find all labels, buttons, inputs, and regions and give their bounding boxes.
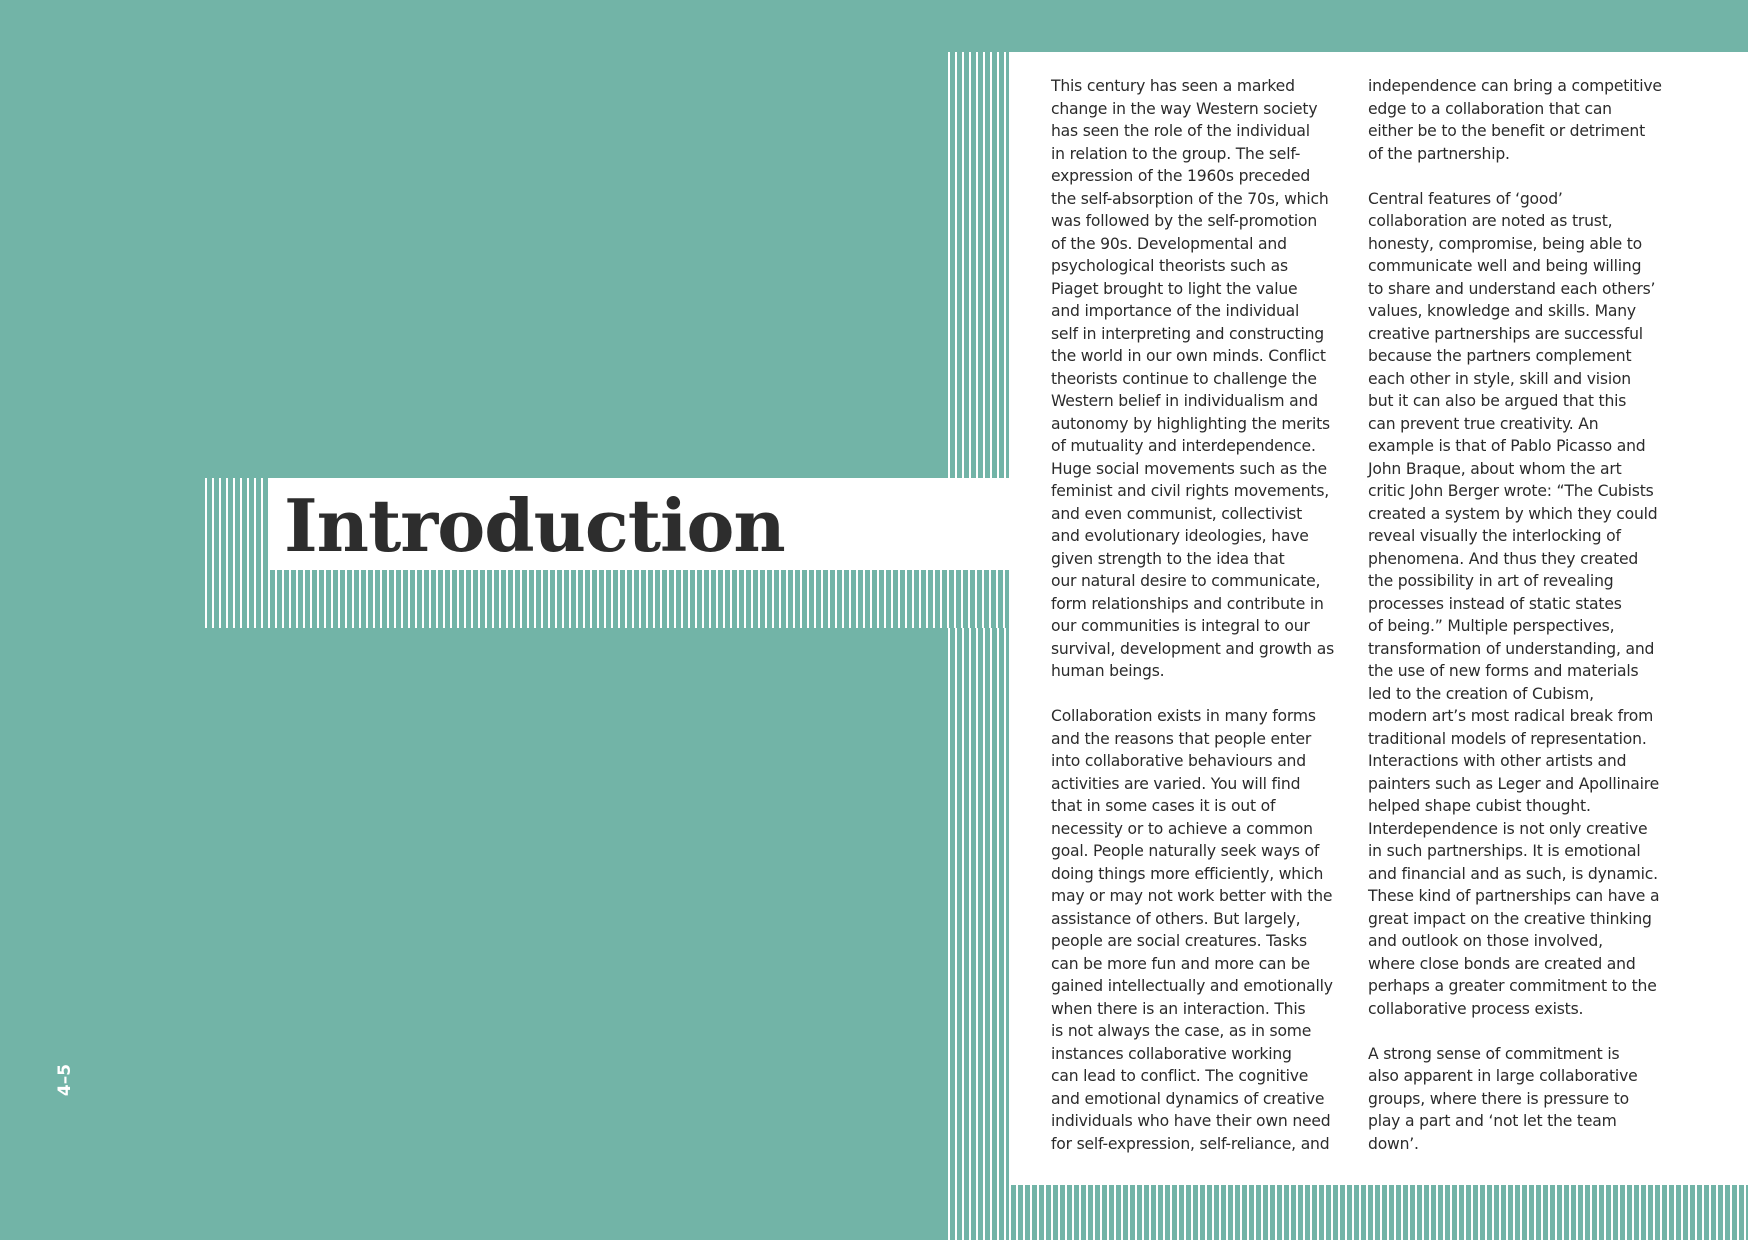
paragraph: independence can bring a competitive edge to a collaboration that can either be to the benefit or detriment of the partnership. [1368, 77, 1662, 163]
stripe-pattern-bottom [1009, 1185, 1748, 1240]
paragraph: A strong sense of commitment is also apparent in large collaborative groups, where there is pressure to play a part and ‘not let the team down’. [1368, 1044, 1638, 1153]
text-column-left [1051, 75, 1351, 1178]
text-column-right [1368, 75, 1668, 1178]
stripe-pattern-top-right [948, 52, 1009, 478]
paragraph: Central features of ‘good’ collaboration are noted as trust, honesty, compromise, being able to communicate well and being willing to share and understand each others’ values, knowledge and skills. Many creative partnerships are successful because the partners complement each other in style, skill and vision but it can also be argued that this can prevent true creativity. An example is that of Pablo Picasso and John Braque, about whom the art critic John Berger wrote: “The Cubists created a system by which they could reveal visually the interlocking of phenomena. And thus they created the possibility in art of revealing processes instead of static states of being.” Multiple perspectives, transformation of understanding, and the use of new forms and materials led to the creation of Cubism, modern art’s most radical break from traditional models of representation. Interactions with other artists and painters such as Leger and Apollinaire helped shape cubist thought. Interdependence is not only creative in such partnerships. It is emotional and financial and as such, is dynamic. These kind of partnerships can have a great impact on the creative thinking and outlook on those involved, where close bonds are created and perhaps a greater commitment to the collaborative process exists. [1368, 189, 1660, 1018]
page-number: 4–5 [55, 1063, 75, 1097]
stripe-pattern-under-title [205, 570, 1009, 628]
page-title: Introduction [284, 483, 785, 568]
paragraph: This century has seen a marked change in the way Western society has seen the role of the individual in relation to the group. The self- expression of the 1960s preceded the self-absorption of the 70s, which was followed by the self-promotion of the 90s. Developmental and psychological theorists such as Piaget brought to light the value and importance of the individual self in interpreting and constructing the world in our own minds. Conflict theorists continue to challenge the Western belief in individualism and autonomy by highlighting the merits of mutuality and interdependence. Huge social movements such as the feminist and civil rights movements, and even communist, collectivist and evolutionary ideologies, have given strength to the idea that our natural desire to communicate, form relationships and contribute in our communities is integral to our survival, development and growth as human beings. [1051, 77, 1335, 680]
stripe-pattern-title-left [205, 478, 268, 570]
paragraph: Collaboration exists in many forms and the reasons that people enter into collaborative behaviours and activities are varied. You will find that in some cases it is out of necessity or to achieve a common goal. People naturally seek ways of doing things more efficiently, which may or may not work better with the assistance of others. But largely, people are social creatures. Tasks can be more fun and more can be gained intellectually and emotionally when there is an interaction. This is not always the case, as in some instances collaborative working can lead to conflict. The cognitive and emotional dynamics of creative individuals who have their own need for self-expression, self-reliance, and [1051, 707, 1333, 1153]
stripe-pattern-left-of-box [948, 628, 1009, 1240]
